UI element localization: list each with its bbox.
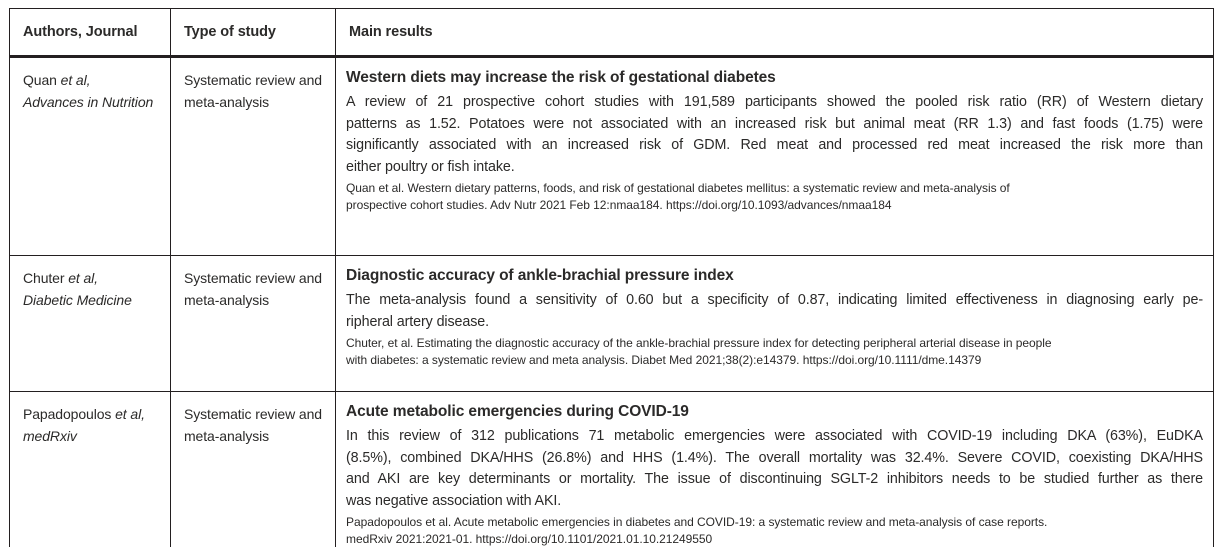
citation-line: Papadopoulos et al. Acute metabolic emergencies in diabetes and COVID-19: a systematic review and meta-analysis of case reports. (346, 515, 1048, 529)
main-results-cell (336, 57, 1214, 256)
authors-journal-cell (10, 256, 171, 392)
result-body-line: A review of 21 prospective cohort studies with 191,589 participants showed the pooled risk ratio (RR) of Western dietary (346, 94, 1203, 110)
journal-name: Diabetic Medicine (23, 292, 132, 308)
citation-line: Chuter, et al. Estimating the diagnostic accuracy of the ankle-brachial pressure index for detecting peripheral arterial disease in people (346, 336, 1052, 350)
citation-line: with diabetes: a systematic review and meta analysis. Diabet Med 2021;38(2):e14379. https://doi.org/10.1111/dme.14379 (346, 352, 982, 367)
journal-name: medRxiv (23, 428, 77, 444)
study-results-table (9, 8, 1214, 547)
citation (346, 514, 1203, 547)
col-header-type-of-study: Type of study (171, 9, 336, 57)
result-body-line: The meta-analysis found a sensitivity of 0.60 but a specificity of 0.87, indicating limited effectiveness in diagnosing early pe- (346, 292, 1203, 308)
result-title: Western diets may increase the risk of gestational diabetes (346, 69, 776, 86)
result-body (346, 426, 1203, 512)
author-name: Quan et al, (23, 72, 91, 88)
result-body (346, 92, 1203, 178)
study-type-cell: Systematic review and meta-analysis (171, 256, 336, 392)
result-body-line: significantly associated with an increased risk of GDM. Red meat and processed red meat increased the risk more than (346, 137, 1203, 153)
result-body (346, 290, 1203, 333)
citation (346, 180, 1203, 213)
result-body-line: was negative association with AKI. (346, 492, 562, 509)
main-results-cell (336, 256, 1214, 392)
author-name: Papadopoulos et al, (23, 406, 145, 422)
result-body-line: patterns as 1.52. Potatoes were not associated with an increased risk but animal meat (RR 1.3) and fast foods (1.75) were (346, 115, 1203, 132)
result-body-line: either poultry or fish intake. (346, 158, 515, 175)
result-body-line: ripheral artery disease. (346, 313, 490, 330)
author-name: Chuter et al, (23, 270, 98, 286)
result-body-line: and AKI are key determinants or mortality. The issue of discontinuing SGLT-2 inhibitors needs to be studied further as there (346, 471, 1203, 487)
citation (346, 335, 1203, 368)
table-row (10, 256, 1214, 392)
citation-line: Quan et al. Western dietary patterns, foods, and risk of gestational diabetes mellitus: a systematic review and meta-analysis of (346, 181, 1010, 195)
main-results-cell (336, 392, 1214, 547)
citation-line: medRxiv 2021:2021-01. https://doi.org/10.1101/2021.01.10.21249550 (346, 531, 713, 546)
citation-line: prospective cohort studies. Adv Nutr 2021 Feb 12:nmaa184. https://doi.org/10.1093/advances/nmaa184 (346, 197, 892, 212)
journal-name: Advances in Nutrition (23, 94, 154, 110)
authors-journal-cell (10, 392, 171, 547)
table-row (10, 392, 1214, 547)
authors-journal-cell (10, 57, 171, 256)
table-row (10, 57, 1214, 256)
col-header-authors-journal: Authors, Journal (10, 9, 171, 57)
result-body-line: (8.5%), combined DKA/HHS (26.8%) and HHS (1.4%). The overall mortality was 32.4%. Severe COVID, coexisting DKA/HHS (346, 449, 1203, 466)
study-type-cell: Systematic review and meta-analysis (171, 392, 336, 547)
col-header-main-results: Main results (336, 9, 1214, 57)
header-row (10, 9, 1214, 57)
study-type-cell: Systematic review and meta-analysis (171, 57, 336, 256)
result-title: Diagnostic accuracy of ankle-brachial pressure index (346, 267, 734, 284)
result-body-line: In this review of 312 publications 71 metabolic emergencies were associated with COVID-19 including DKA (63%), EuDKA (346, 428, 1203, 444)
result-title: Acute metabolic emergencies during COVID-19 (346, 403, 689, 420)
